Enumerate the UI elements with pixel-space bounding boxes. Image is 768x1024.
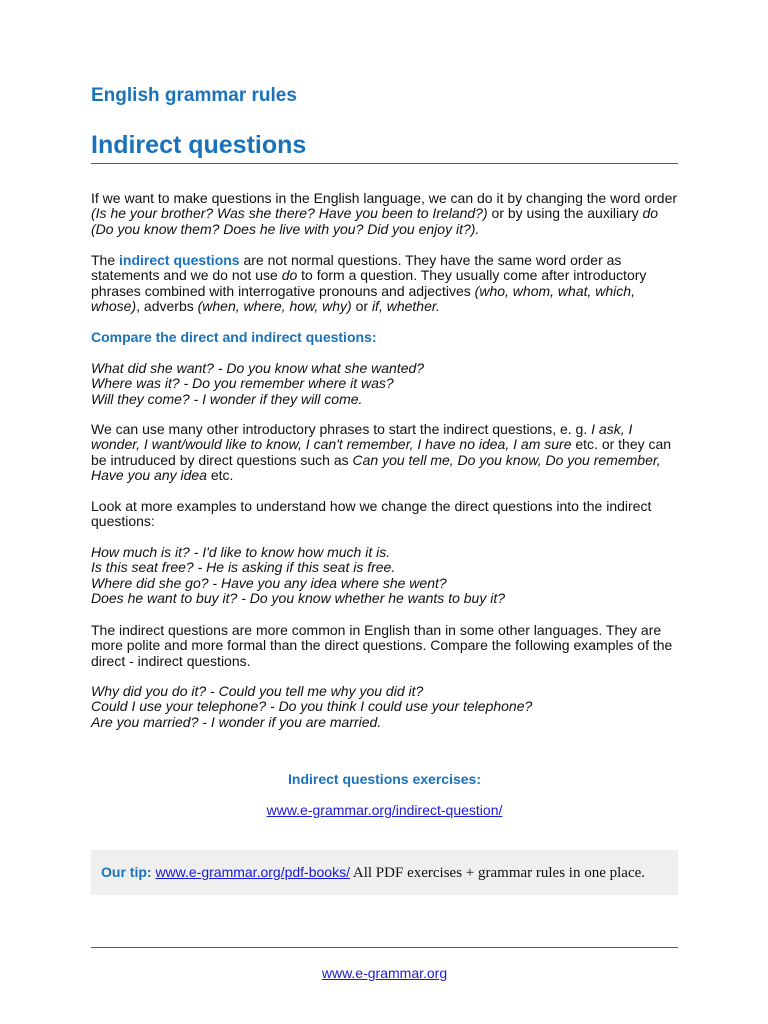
phrases-paragraph	[91, 422, 678, 484]
polite-paragraph: The indirect questions are more common in English than in some other languages. They are more polite and more formal than the direct questions. Compare the following examples of the direct - indirect questions.	[91, 622, 673, 669]
example-line: How much is it? - I'd like to know how much it is.	[91, 544, 391, 560]
tip-description: All PDF exercises + grammar rules in one place.	[349, 865, 646, 881]
intro-text: or by using the auxiliary	[487, 205, 643, 222]
example-line: Where was it? - Do you remember where it was?	[91, 375, 394, 392]
highlighted-term: indirect questions	[119, 252, 240, 268]
phrases-text: etc.	[206, 467, 234, 484]
exercises-link-row	[91, 802, 678, 818]
phrases-example: I ask, I wonder, I want/would like to know, I can't remember, I have no idea, I am sure	[91, 421, 633, 453]
title-divider	[91, 163, 678, 164]
example-line: Could I use your telephone? - Do you think I could use your telephone?	[91, 698, 533, 715]
intro-example: do	[281, 267, 298, 284]
tip-content	[91, 850, 678, 896]
intro-example: (Is he your brother? Was she there? Have you been to Ireland?)	[91, 205, 488, 222]
intro-text: are not normal questions. They have the same word order as statements and we do not use	[91, 252, 622, 284]
footer-divider	[91, 947, 678, 948]
document-subtitle: English grammar rules	[91, 85, 297, 106]
more-examples	[91, 545, 678, 607]
example-line: Is this seat free? - He is asking if this seat is free.	[91, 559, 396, 576]
intro-example: (who, whom, what, which, whose)	[91, 282, 635, 315]
polite-examples	[91, 684, 678, 730]
tip-link[interactable]: www.e-grammar.org/pdf-books/	[155, 864, 350, 880]
compare-examples	[91, 361, 678, 407]
phrases-example: Can you tell me, Do you know, Do you remember, Have you any idea	[91, 451, 661, 484]
example-line: Does he want to buy it? - Do you know whether he wants to buy it?	[91, 590, 506, 607]
more-examples-intro: Look at more examples to understand how we change the direct questions into the indirect questions:	[91, 498, 652, 530]
intro-text: or	[351, 298, 372, 315]
example-line: Where did she go? - Have you any idea where she went?	[91, 574, 447, 591]
exercises-link[interactable]: www.e-grammar.org/indirect-question/	[266, 802, 503, 818]
intro-text: , adverbs	[136, 298, 198, 315]
footer	[91, 965, 678, 981]
compare-heading: Compare the direct and indirect questions:	[91, 329, 377, 345]
phrases-text: We can use many other introductory phrases to start the indirect questions, e. g.	[91, 421, 592, 437]
intro-text: If we want to make questions in the English language, we can do it by changing the word order	[91, 190, 678, 206]
intro-text: to form a question. They usually come after introductory phrases combined with interrogative pronouns and adjectives	[91, 267, 647, 299]
example-line: Are you married? - I wonder if you are married.	[91, 713, 382, 730]
intro-example: (when, where, how, why)	[197, 298, 352, 315]
exercises-heading: Indirect questions exercises:	[288, 771, 481, 787]
example-line: Will they come? - I wonder if they will come.	[91, 390, 363, 407]
tip-label: Our tip:	[101, 864, 152, 880]
intro-example: do (Do you know them? Does he live with you? Did you enjoy it?).	[91, 205, 659, 237]
example-line: Why did you do it? - Could you tell me why you did it?	[91, 683, 424, 699]
example-line: What did she want? - Do you know what she wanted?	[91, 360, 425, 376]
footer-link[interactable]: www.e-grammar.org	[321, 965, 448, 981]
phrases-text: etc. or they can be intruduced by direct questions such as	[91, 436, 672, 468]
tip-box	[91, 850, 678, 895]
intro-paragraph-1	[91, 191, 678, 237]
intro-text: The	[91, 252, 120, 268]
intro-paragraph-2	[91, 253, 678, 315]
intro-example: if, whether.	[371, 298, 440, 315]
page-title: Indirect questions	[91, 131, 307, 159]
